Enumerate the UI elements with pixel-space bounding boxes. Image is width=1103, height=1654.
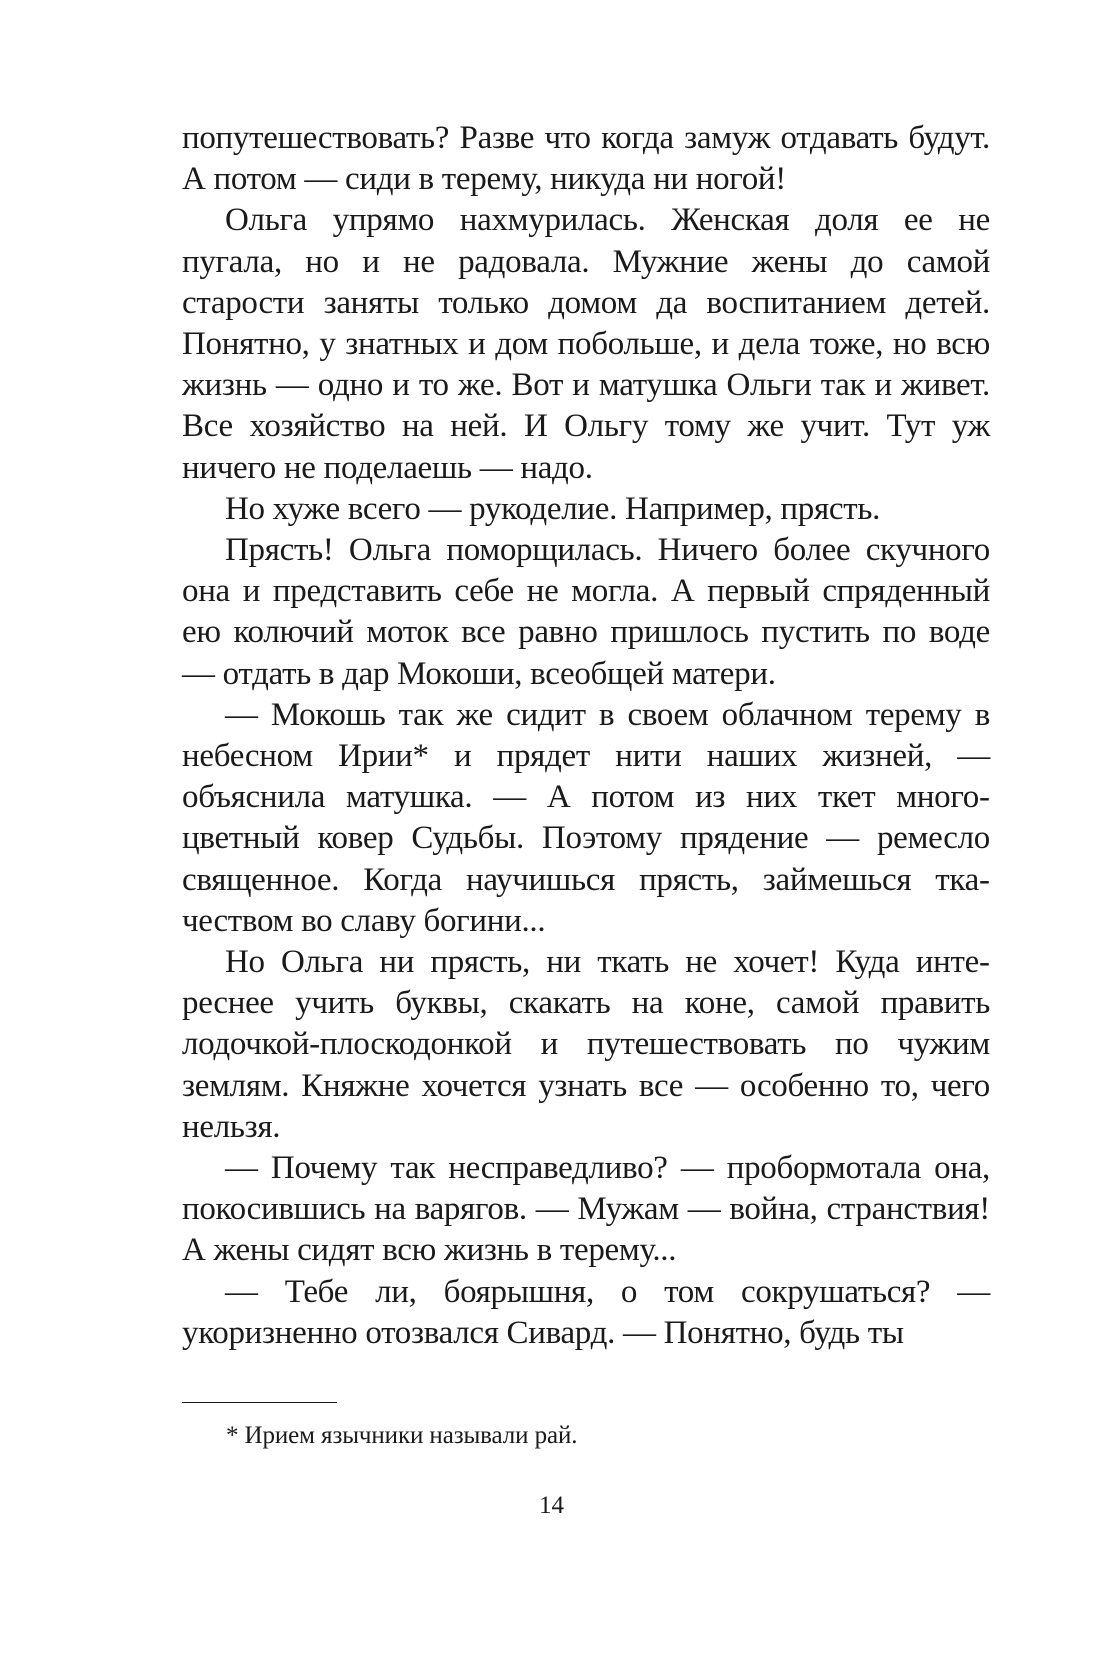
paragraph-4: Прясть! Ольга поморщилась. Ничего более скучного она и представить себе не могла. А первый спряденный ею колючий моток все равно пришлось пустить по воде — отдать в дар Мокоши, всеобщей матери. xyxy=(182,532,990,692)
footnote: * Ирием язычники называли рай. xyxy=(226,1422,578,1449)
body-text xyxy=(182,118,990,1354)
paragraph-8: — Тебе ли, боярышня, о том сокрушаться? — укоризненно отозвался Сивард. — Понятно, будь ты xyxy=(182,1273,990,1351)
paragraph-6: Но Ольга ни прясть, ни ткать не хочет! Куда интереснее учить буквы, скакать на коне, самой править лодочкой-плоскодонкой и путешествовать по чужим землям. Княжне хочется узнать все — особенно то, чего нельзя. xyxy=(182,944,990,1145)
page-number: 14 xyxy=(539,1492,564,1519)
paragraph-5: — Мокошь так же сидит в своем облачном терему в небесном Ирии* и прядет нити наших жизней, — объяснила матушка. — А потом из них ткет многоцветный ковер Судьбы. Поэтому прядение — ремесло священное. Когда научишься прясть, займешься ткачеством во славу богини... xyxy=(182,696,990,939)
paragraph-1: попутешествовать? Разве что когда замуж отдавать будут. А потом — сиди в терему, никуда ни ногой! xyxy=(182,120,990,198)
paragraph-3: Но хуже всего — рукоделие. Например, прясть. xyxy=(225,490,881,527)
paragraph-7: — Почему так несправедливо? — пробормотала она, покосившись на варягов. — Мужам — война, странствия! А жены сидят всю жизнь в терему... xyxy=(182,1150,990,1269)
footnote-divider xyxy=(182,1402,337,1403)
paragraph-2: Ольга упрямо нахмурилась. Женская доля ее не пугала, но и не радовала. Мужние жены до самой старости заняты только домом да воспитанием детей. Понятно, у знатных и дом побольше, и дела тоже, но всю жизнь — одно и то же. Вот и матушка Ольги так и живет. Все хозяйство на ней. И Ольгу тому же учит. Тут уж ничего не поделаешь — надо. xyxy=(182,202,990,486)
